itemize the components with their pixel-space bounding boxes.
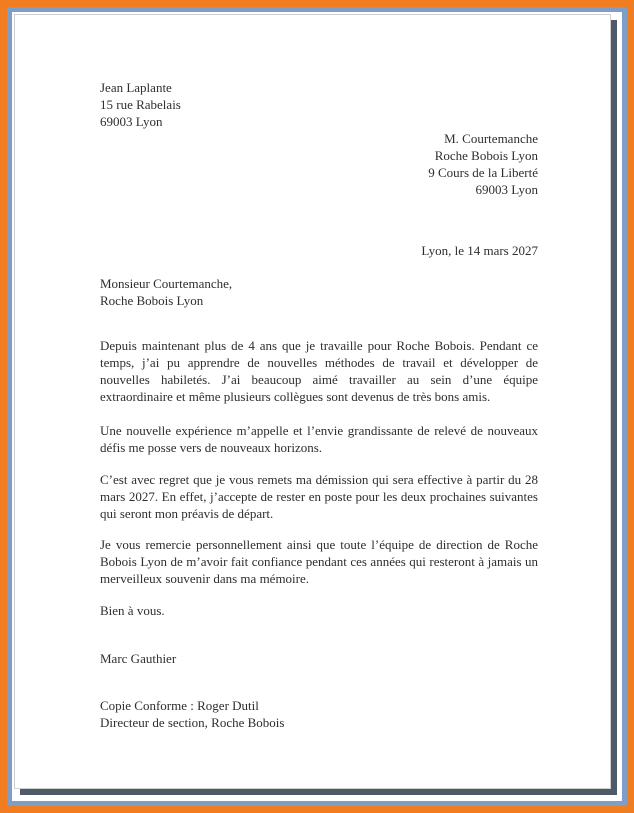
recipient-street: 9 Cours de la Liberté — [428, 165, 538, 180]
letter-page — [14, 14, 611, 789]
cc-line: Copie Conforme : Roger Dutil — [100, 698, 259, 713]
body-paragraph-3: C’est avec regret que je vous remets ma démission qui sera effective à partir du 28 mars 2027. En effet, j’accepte de rester en poste pour les deux prochaines suivantes qui seront mon préavis de départ. — [100, 472, 538, 521]
sender-address — [100, 79, 538, 130]
body-paragraph-2: Une nouvelle expérience m’appelle et l’envie grandissante de relevé de nouveaux défis me posse vers de nouveaux horizons. — [100, 423, 538, 455]
recipient-address — [100, 130, 538, 198]
letter-body — [100, 337, 538, 587]
sender-street: 15 rue Rabelais — [100, 97, 181, 112]
date-line: Lyon, le 14 mars 2027 — [421, 243, 538, 258]
signature-name: Marc Gauthier — [100, 651, 177, 666]
closing-formula: Bien à vous. — [100, 603, 165, 618]
cc-title-line: Directeur de section, Roche Bobois — [100, 715, 285, 730]
inner-frame — [7, 7, 627, 806]
cc-block — [100, 697, 538, 731]
recipient-company: Roche Bobois Lyon — [434, 148, 538, 163]
sender-name: Jean Laplante — [100, 80, 172, 95]
body-paragraph-1: Depuis maintenant plus de 4 ans que je travaille pour Roche Bobois. Pendant ce temps, j’ai pu apprendre de nouvelles méthodes de travail et développer de nouvelles habiletés. J’ai beaucoup aimé travailler au sein d’une équipe extraordinaire et même plusieurs collègues sont devenus de très bons amis. — [100, 338, 538, 404]
body-paragraph-4: Je vous remercie personnellement ainsi que toute l’équipe de direction de Roche Bobois Lyon de m’avoir fait confiance pendant ces années qui resteront à jamais un merveilleux souvenir dans ma mémoire. — [100, 537, 538, 586]
salutation-name: Monsieur Courtemanche, — [100, 276, 233, 291]
recipient-city: 69003 Lyon — [475, 182, 538, 197]
recipient-name: M. Courtemanche — [444, 131, 538, 146]
sender-city: 69003 Lyon — [100, 114, 163, 129]
salutation — [100, 275, 538, 309]
salutation-company: Roche Bobois Lyon — [100, 293, 204, 308]
